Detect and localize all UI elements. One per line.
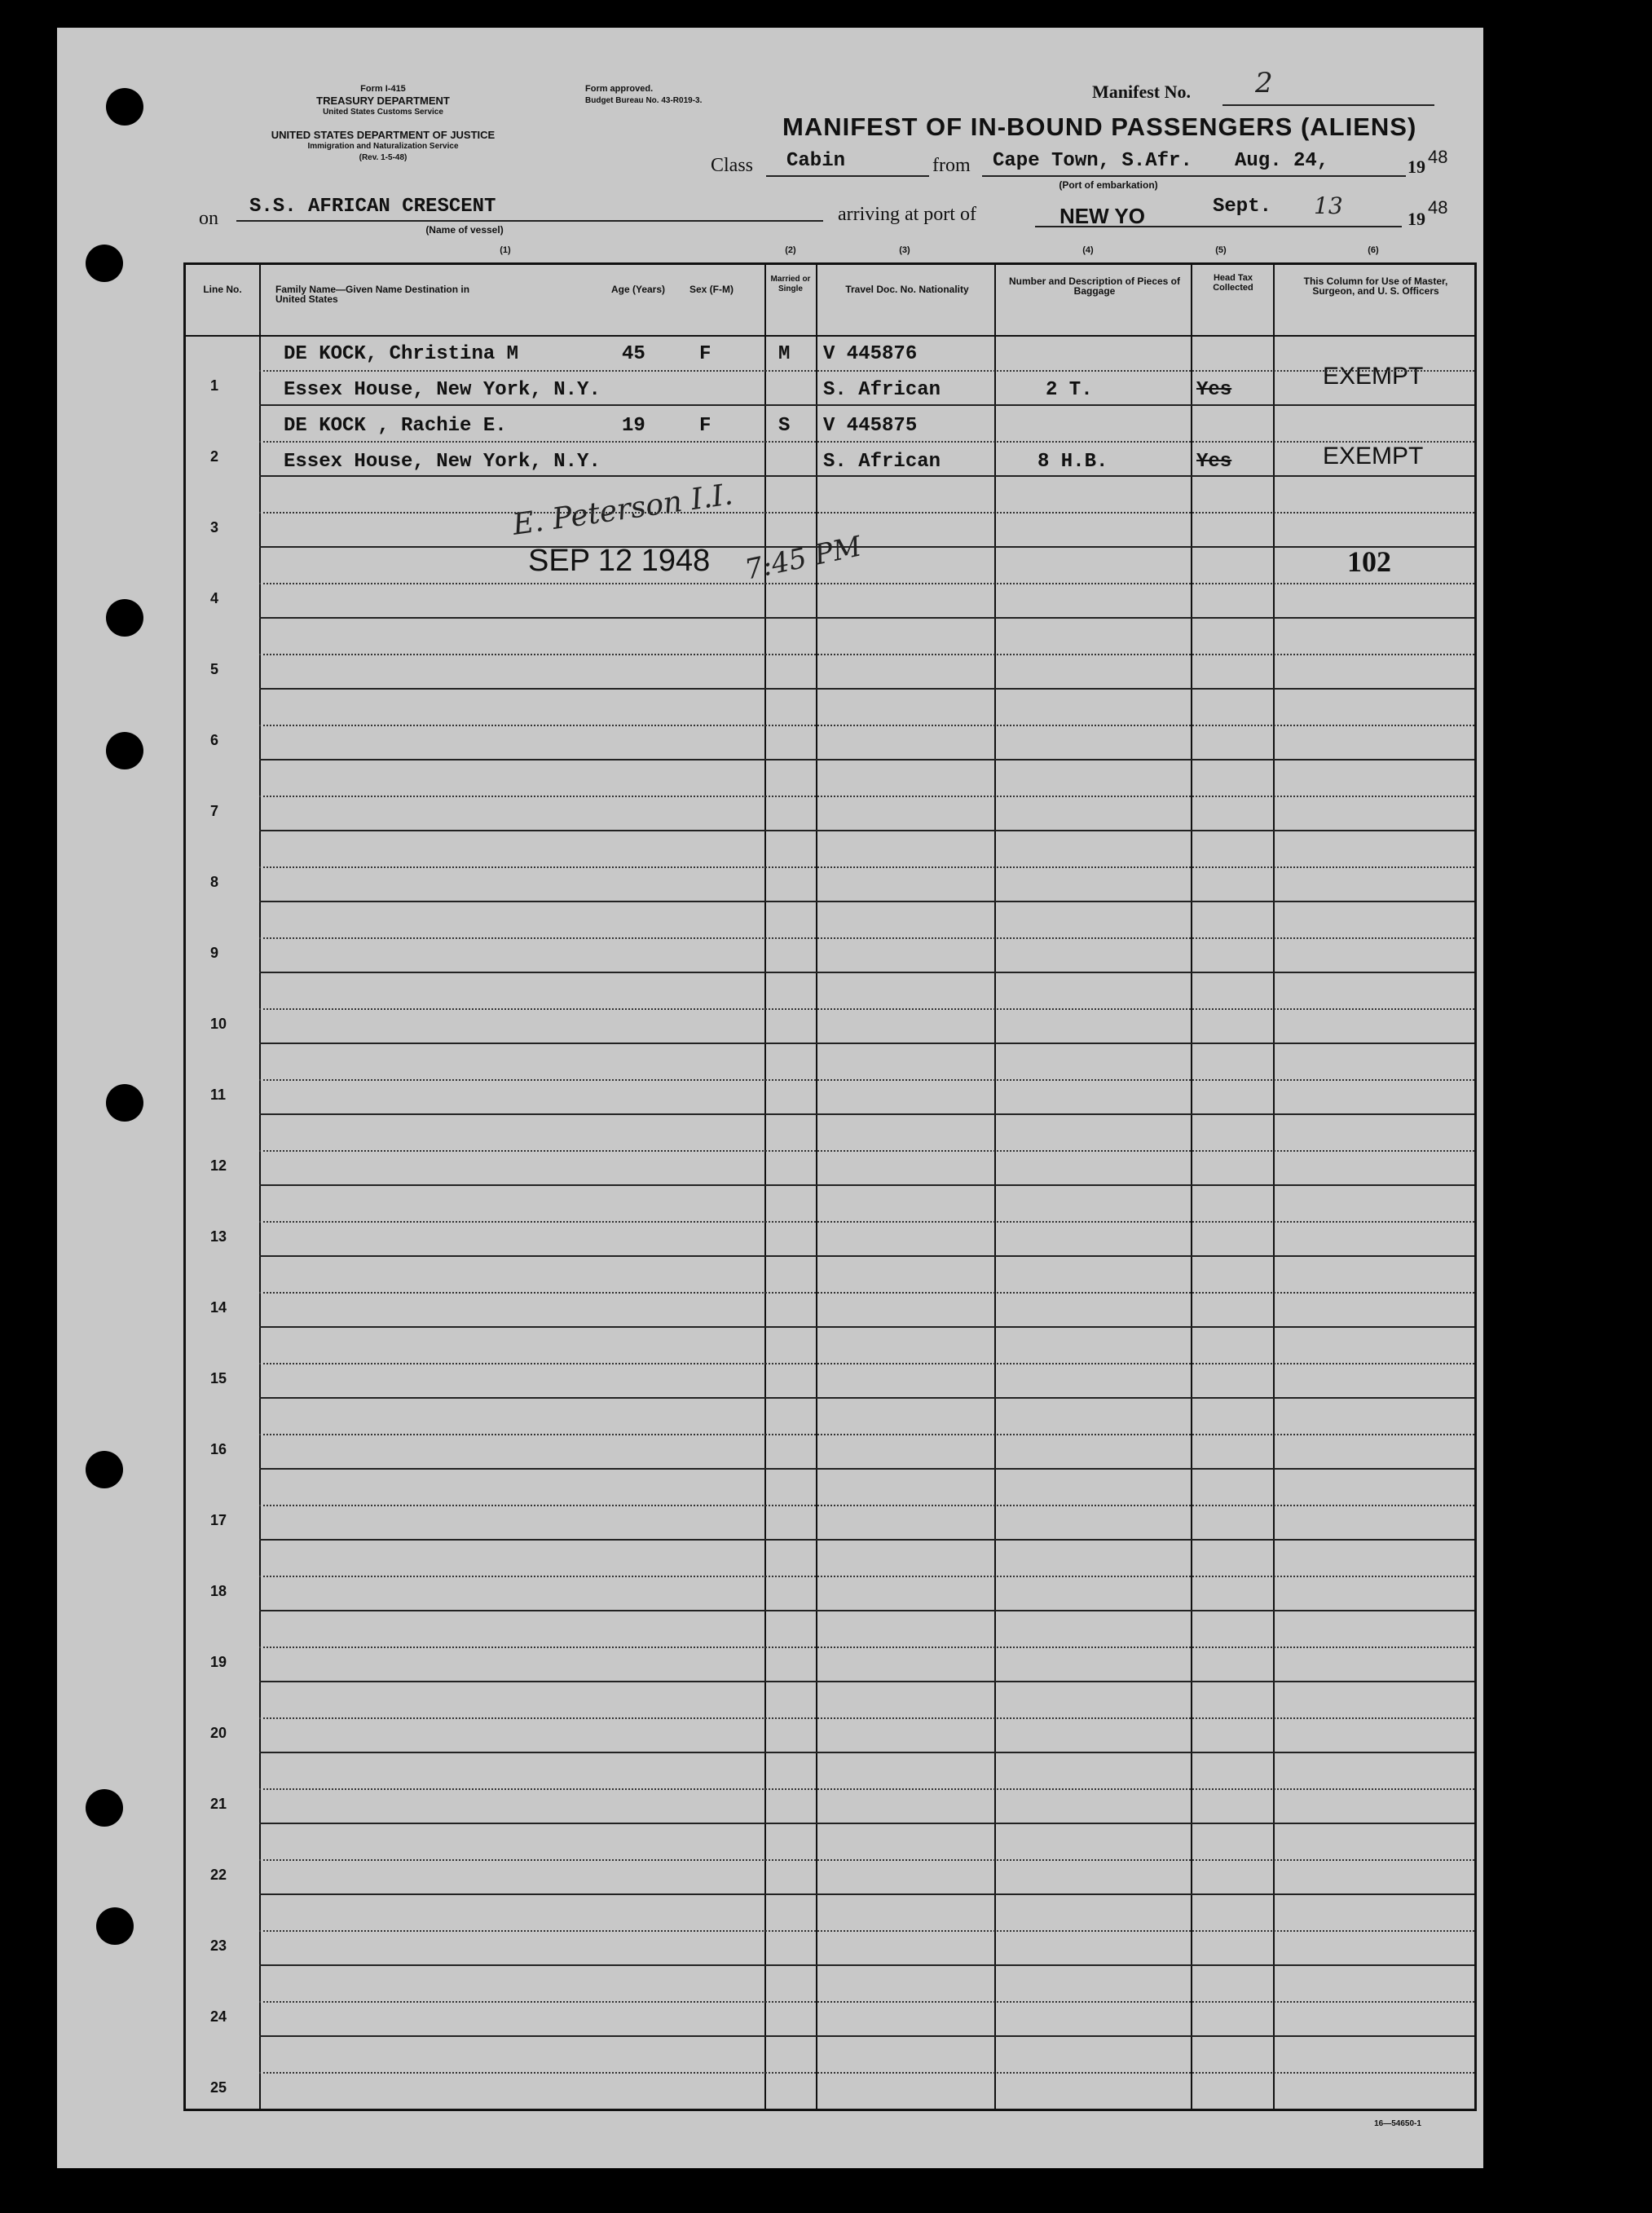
table-row — [259, 477, 1474, 548]
table-row — [259, 1753, 1474, 1824]
arrival-underline — [1035, 226, 1402, 227]
line-number: 2 — [210, 448, 219, 465]
passenger-2-officer-note: EXEMPT — [1323, 443, 1424, 469]
header-baggage: Number and Description of Pieces of Baggage — [1008, 276, 1181, 297]
row-dotted-rule — [259, 866, 1474, 868]
passenger-1-baggage: 2 T. — [1046, 379, 1093, 401]
time-note: 7:45 PM — [742, 530, 865, 587]
row-dotted-rule — [259, 937, 1474, 939]
date-stamp: SEP 12 1948 — [528, 544, 711, 578]
passenger-2-name: DE KOCK , Rachie E. — [284, 415, 507, 437]
budget-bureau: Budget Bureau No. 43-R019-3. — [585, 96, 703, 105]
table-row — [259, 1895, 1474, 1966]
line-number: 8 — [210, 874, 219, 890]
row-dotted-rule — [259, 1434, 1474, 1435]
on-label: on — [199, 208, 218, 229]
arrival-port: NEW YO — [1059, 204, 1145, 228]
row-dotted-rule — [259, 1292, 1474, 1294]
header-head-tax: Head Tax Collected — [1213, 273, 1253, 293]
arriving-label: arriving at port of — [838, 204, 976, 225]
table-row — [259, 548, 1474, 619]
line-number: 25 — [210, 2079, 227, 2096]
passenger-1-marital: M — [778, 343, 791, 365]
row-dotted-rule — [259, 1647, 1474, 1648]
passenger-1-name: DE KOCK, Christina M — [284, 343, 519, 365]
table-row — [259, 690, 1474, 760]
table-row — [259, 1541, 1474, 1611]
table-row — [259, 1824, 1474, 1895]
line-number: 15 — [210, 1370, 227, 1386]
passenger-2-baggage: 8 H.B. — [1037, 451, 1108, 473]
form-approved: Form approved. — [585, 84, 654, 94]
customs-service: United States Customs Service — [323, 108, 443, 117]
header-line-no: Line No. — [203, 284, 242, 295]
row-dotted-rule — [259, 2001, 1474, 2003]
col-num-5: (5) — [1215, 245, 1227, 255]
table-row — [259, 1186, 1474, 1257]
passenger-2-age: 19 — [622, 415, 645, 437]
row-dotted-rule — [259, 654, 1474, 655]
vessel-name: S.S. AFRICAN CRESCENT — [249, 196, 496, 218]
table-row — [259, 1257, 1474, 1328]
binder-hole-2 — [86, 245, 123, 282]
row-dotted-rule — [259, 1008, 1474, 1010]
line-number: 23 — [210, 1937, 227, 1954]
header-married: Married or Single — [770, 275, 811, 293]
line-number: 5 — [210, 661, 219, 677]
table-row — [259, 760, 1474, 831]
row-dotted-rule — [259, 1150, 1474, 1152]
passenger-2-nationality: S. African — [823, 451, 941, 473]
class-value: Cabin — [786, 150, 846, 172]
table-row — [259, 1115, 1474, 1186]
from-underline — [982, 175, 1406, 177]
passenger-2-doc: V 445875 — [823, 415, 918, 437]
table-row — [259, 1470, 1474, 1541]
header-sex: Sex (F-M) — [689, 284, 733, 295]
department-of-justice: UNITED STATES DEPARTMENT OF JUSTICE — [271, 129, 496, 141]
arrival-day: 13 — [1314, 192, 1343, 219]
row-dotted-rule — [259, 441, 1474, 443]
form-number: Form I-415 — [360, 84, 406, 94]
row-dotted-rule — [259, 1363, 1474, 1364]
line-number: 7 — [210, 803, 219, 819]
row-dotted-rule — [259, 512, 1474, 514]
binder-hole-1 — [106, 88, 143, 126]
row-dotted-rule — [259, 1717, 1474, 1719]
count-annotation: 102 — [1347, 545, 1391, 578]
from-label: from — [932, 155, 971, 176]
line-number: 20 — [210, 1725, 227, 1741]
binder-hole-8 — [96, 1907, 134, 1945]
port-of-embarkation: Cape Town, S.Afr. — [993, 150, 1192, 172]
inspector-signature: E. Peterson I.I. — [510, 478, 735, 542]
table-row — [259, 2037, 1474, 2108]
passenger-table — [183, 262, 1477, 2111]
year-prefix-1: 19 — [1408, 156, 1425, 177]
port-embarkation-caption: (Port of embarkation) — [1059, 179, 1158, 191]
passenger-2-destination: Essex House, New York, N.Y. — [284, 451, 601, 473]
row-dotted-rule — [259, 725, 1474, 726]
col-num-4: (4) — [1082, 245, 1094, 255]
row-dotted-rule — [259, 1505, 1474, 1506]
revision: (Rev. 1-5-48) — [359, 153, 407, 162]
binder-hole-5 — [106, 1084, 143, 1122]
col-num-2: (2) — [785, 245, 796, 255]
print-code: 16—54650-1 — [1374, 2119, 1421, 2128]
row-dotted-rule — [259, 796, 1474, 797]
passenger-1-doc: V 445876 — [823, 343, 918, 365]
table-row — [259, 406, 1474, 477]
manifest-no-line — [1222, 104, 1434, 106]
row-dotted-rule — [259, 1930, 1474, 1932]
line-number: 4 — [210, 590, 219, 606]
class-underline — [766, 175, 929, 177]
line-number: 17 — [210, 1512, 227, 1528]
table-row — [259, 1682, 1474, 1753]
row-dotted-rule — [259, 583, 1474, 584]
line-number: 11 — [210, 1087, 227, 1103]
year-2: 48 — [1428, 197, 1448, 218]
arrival-month: Sept. — [1213, 196, 1272, 218]
line-number: 16 — [210, 1441, 227, 1457]
row-dotted-rule — [259, 2072, 1474, 2074]
table-row — [259, 831, 1474, 902]
year-prefix-2: 19 — [1408, 209, 1425, 229]
table-row — [259, 619, 1474, 690]
passenger-2-head-tax: Yes — [1196, 451, 1232, 473]
table-row — [259, 1328, 1474, 1399]
passenger-1-destination: Essex House, New York, N.Y. — [284, 379, 601, 401]
passenger-2-sex: F — [699, 415, 711, 437]
year-1: 48 — [1428, 147, 1448, 167]
passenger-1-sex: F — [699, 343, 711, 365]
header-name: Family Name—Given Name Destination in United States — [275, 284, 470, 305]
line-number: 3 — [210, 519, 219, 536]
header-travel-doc: Travel Doc. No. Nationality — [845, 284, 969, 295]
line-number: 14 — [210, 1299, 227, 1316]
row-dotted-rule — [259, 370, 1474, 372]
binder-hole-4 — [106, 732, 143, 769]
manifest-no-label: Manifest No. — [1092, 82, 1191, 102]
row-dotted-rule — [259, 1079, 1474, 1081]
row-dotted-rule — [259, 1576, 1474, 1577]
col-num-1: (1) — [500, 245, 511, 255]
line-number: 19 — [210, 1654, 227, 1670]
passenger-1-officer-note: EXEMPT — [1323, 363, 1424, 390]
table-row — [259, 973, 1474, 1044]
passenger-2-marital: S — [778, 415, 791, 437]
embarkation-date: Aug. 24, — [1235, 150, 1329, 172]
table-row — [259, 1399, 1474, 1470]
line-number: 22 — [210, 1867, 227, 1883]
line-number: 24 — [210, 2008, 227, 2025]
header-age: Age (Years) — [610, 284, 666, 295]
line-number: 21 — [210, 1796, 227, 1812]
table-row — [259, 902, 1474, 973]
page-title: MANIFEST OF IN-BOUND PASSENGERS (ALIENS) — [782, 112, 1417, 141]
table-row — [259, 1044, 1474, 1115]
binder-hole-6 — [86, 1451, 123, 1488]
row-dotted-rule — [259, 1221, 1474, 1223]
row-dotted-rule — [259, 1859, 1474, 1861]
row-dotted-rule — [259, 1788, 1474, 1790]
col-num-6: (6) — [1368, 245, 1379, 255]
line-number: 12 — [210, 1157, 227, 1174]
line-number: 13 — [210, 1228, 227, 1245]
table-row — [259, 1966, 1474, 2037]
class-label: Class — [711, 155, 754, 176]
line-number: 6 — [210, 732, 219, 748]
binder-hole-3 — [106, 599, 143, 637]
table-row — [259, 335, 1474, 406]
passenger-1-age: 45 — [622, 343, 645, 365]
vessel-caption: (Name of vessel) — [425, 224, 504, 236]
line-number: 10 — [210, 1016, 227, 1032]
line-number: 1 — [210, 377, 219, 394]
passenger-1-head-tax: Yes — [1196, 379, 1232, 401]
header-officers: This Column for Use of Master, Surgeon, and U. S. Officers — [1303, 276, 1448, 297]
passenger-1-nationality: S. African — [823, 379, 941, 401]
ins-caption: Immigration and Naturalization Service — [307, 142, 459, 151]
table-row — [259, 1611, 1474, 1682]
manifest-no-value: 2 — [1255, 67, 1273, 99]
treasury-department: TREASURY DEPARTMENT — [316, 95, 450, 107]
binder-hole-7 — [86, 1789, 123, 1827]
line-number: 18 — [210, 1583, 227, 1599]
col-num-3: (3) — [899, 245, 910, 255]
line-number: 9 — [210, 945, 219, 961]
vessel-underline — [236, 220, 823, 222]
